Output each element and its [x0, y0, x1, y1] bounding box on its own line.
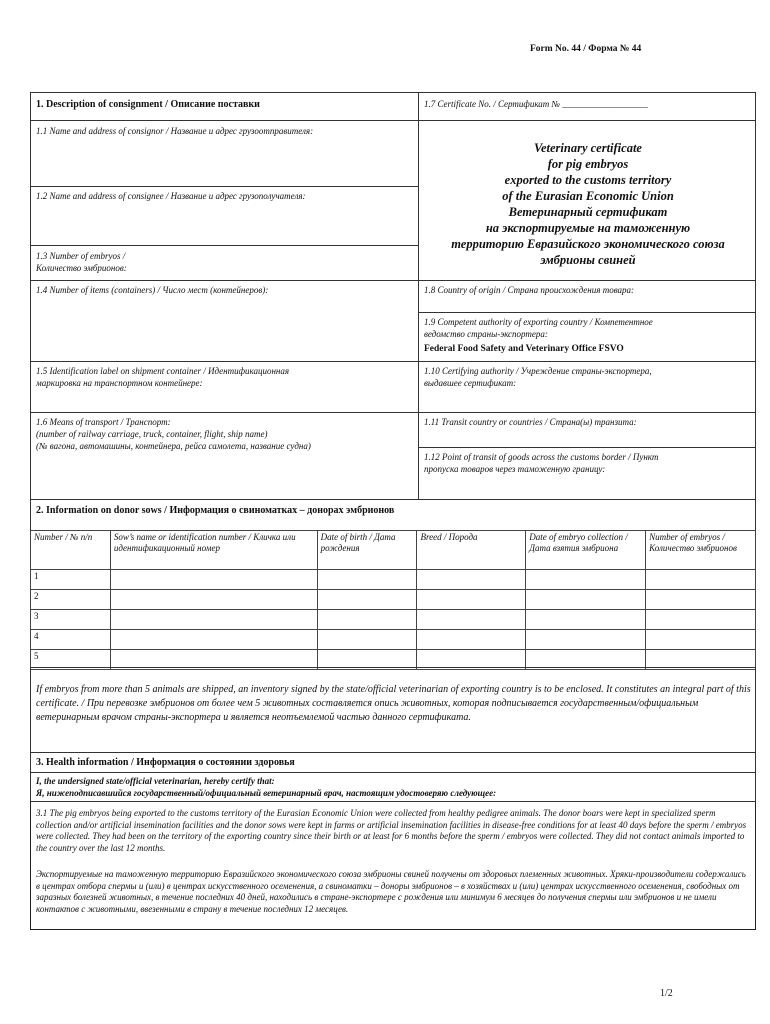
country-origin-label: 1.8 Country of origin / Страна происхождения товара: [424, 285, 635, 295]
table-cell[interactable] [417, 630, 526, 650]
competent-authority-label: 1.9 Competent authority of exporting country / Компетентное [424, 317, 653, 327]
certify-statement-en: I, the undersigned state/official veterinarian, hereby certify that: [36, 776, 275, 786]
competent-authority-label-ru: ведомство страны-экспортера: [424, 329, 548, 339]
competent-authority-value: Federal Food Safety and Veterinary Office FSVO [424, 344, 624, 354]
table-cell[interactable] [417, 590, 526, 610]
table-cell[interactable] [317, 590, 417, 610]
certifying-authority-label-ru: выдавшее сертификат: [424, 378, 517, 388]
row-number: 5 [31, 650, 111, 670]
table-cell[interactable] [646, 610, 756, 630]
table-row [31, 610, 756, 630]
title-line: на экспортируемые на таможенную [485, 221, 691, 235]
table-row [31, 590, 756, 610]
table-cell[interactable] [417, 610, 526, 630]
col-breed: Breed / Порода [417, 531, 526, 570]
title-line: Veterinary certificate [534, 141, 642, 155]
transit-country-label: 1.11 Transit country or countries / Страна(ы) транзита: [424, 417, 637, 427]
col-number: Number / № п/п [31, 531, 111, 570]
title-line: эмбрионы свиней [540, 253, 636, 267]
paragraph-3-1-en: 3.1 The pig embryos being exported to the customs territory of the Eurasian Economic Union were collected from healthy pedigree animals. The donor boars were kept in specialized sperm collection and/or artificial insemination facilities and the donor sows were kept in farms or artificial insemination facilities in disease-free conditions for at least 40 days before the sperm / embryos were collected. They had been on the territory of the exporting country since their birth or at least for 6 months before the sperm / embryos were collected. They did not contact animals imported to the country over the last 12 months. [36, 808, 747, 853]
col-sow-name: Sow’s name or identification number / Кличка или идентификационный номер [110, 531, 317, 570]
embryo-count-label: 1.3 Number of embryos / [36, 251, 126, 261]
row-number: 4 [31, 630, 111, 650]
paragraph-3-1-ru: Экспортируемые на таможенную территорию Евразийского экономического союза эмбрионы свиней получены от здоровых племенных животных. Хряки-производители содержались в центрах отбора спермы и (или) в центрах искусственного осеменения, а свиноматки – доноры эмбрионов – в хозяйствах и (или) центрах искусственного осеменения, свободных от заразных болезней животных, в течение последних 40 дней, находились в стране-экспортере с рождения или минимум 6 месяцев до получения спермы или эмбрионов и не имели контактов с животными, ввезенными в страну в течение последних 12 месяцев. [36, 869, 746, 914]
section-1-header: 1. Description of consignment / Описание поставки [36, 99, 260, 110]
section-2-header: 2. Information on donor sows / Информация о свиноматках – донорах эмбрионов [36, 505, 395, 516]
transit-point-label-ru: пропуска товаров через таможенную границу: [424, 464, 606, 474]
table-cell[interactable] [110, 590, 317, 610]
consignor-label: 1.1 Name and address of consignor / Название и адрес грузоотправителя: [36, 126, 314, 136]
table-cell[interactable] [317, 630, 417, 650]
certify-statement-ru: Я, нижеподписавшийся государственный/официальный ветеринарный врач, настоящим удостоверяю следующее: [36, 788, 497, 798]
consignee-label: 1.2 Name and address of consignee / Название и адрес грузополучателя: [36, 191, 306, 201]
certificate-number-field[interactable]: 1.7 Certificate No. / Сертификат № ___________________ [424, 99, 648, 109]
table-header-row [31, 531, 756, 570]
title-line: территорию Евразийского экономического союза [451, 237, 725, 251]
col-embryo-count: Number of embryos / Количество эмбрионов [646, 531, 756, 570]
table-cell[interactable] [526, 610, 646, 630]
page-number: 1/2 [660, 988, 673, 999]
certificate-title [420, 140, 756, 268]
row-number: 3 [31, 610, 111, 630]
title-line: Ветеринарный сертификат [508, 205, 668, 219]
row-number: 2 [31, 590, 111, 610]
items-label: 1.4 Number of items (containers) / Число мест (контейнеров): [36, 285, 269, 295]
row-number: 1 [31, 570, 111, 590]
table-cell[interactable] [317, 570, 417, 590]
table-cell[interactable] [646, 630, 756, 650]
col-birth-date: Date of birth / Дата рождения [317, 531, 417, 570]
table-cell[interactable] [110, 610, 317, 630]
id-label-label: 1.5 Identification label on shipment container / Идентификационная [36, 366, 290, 376]
table-cell[interactable] [110, 630, 317, 650]
certifying-authority-label: 1.10 Certifying authority / Учреждение страны-экспортера, [424, 366, 652, 376]
transport-label: 1.6 Means of transport / Транспорт: [36, 417, 171, 427]
title-line: of the Eurasian Economic Union [502, 189, 674, 203]
id-label-label-ru: маркировка на транспортном контейнере: [36, 378, 203, 388]
donor-table [30, 530, 756, 670]
table-cell[interactable] [646, 590, 756, 610]
table-row [31, 570, 756, 590]
table-cell[interactable] [526, 590, 646, 610]
table-cell[interactable] [526, 570, 646, 590]
table-row [31, 630, 756, 650]
table-cell[interactable] [417, 570, 526, 590]
inventory-note: If embryos from more than 5 animals are shipped, an inventory signed by the state/official veterinarian of exporting country is to be enclosed. It constitutes an integral part of this certificate. / При перевозке эмбрионов от более чем 5 животных составляется опись животных, которая подписывается государственным/официальным ветеринарным врачом страны-экспортера и является неотъемлемой частью данного сертификата. [36, 684, 751, 723]
form-number: Form No. 44 / Форма № 44 [530, 44, 642, 54]
transit-point-label: 1.12 Point of transit of goods across the customs border / Пункт [424, 452, 659, 462]
table-cell[interactable] [110, 570, 317, 590]
table-cell[interactable] [526, 630, 646, 650]
title-line: for pig embryos [547, 157, 629, 171]
transport-hint: (number of railway carriage, truck, container, flight, ship name) [36, 429, 268, 439]
embryo-count-label-ru: Количество эмбрионов: [36, 263, 127, 273]
table-cell[interactable] [646, 570, 756, 590]
transport-hint-ru: (№ вагона, автомашины, контейнера, рейса самолета, название судна) [36, 441, 311, 451]
col-collection-date: Date of embryo collection / Дата взятия эмбриона [526, 531, 646, 570]
section-3-header: 3. Health information / Информация о состоянии здоровья [36, 757, 295, 768]
title-line: exported to the customs territory [504, 173, 672, 187]
table-cell[interactable] [317, 610, 417, 630]
